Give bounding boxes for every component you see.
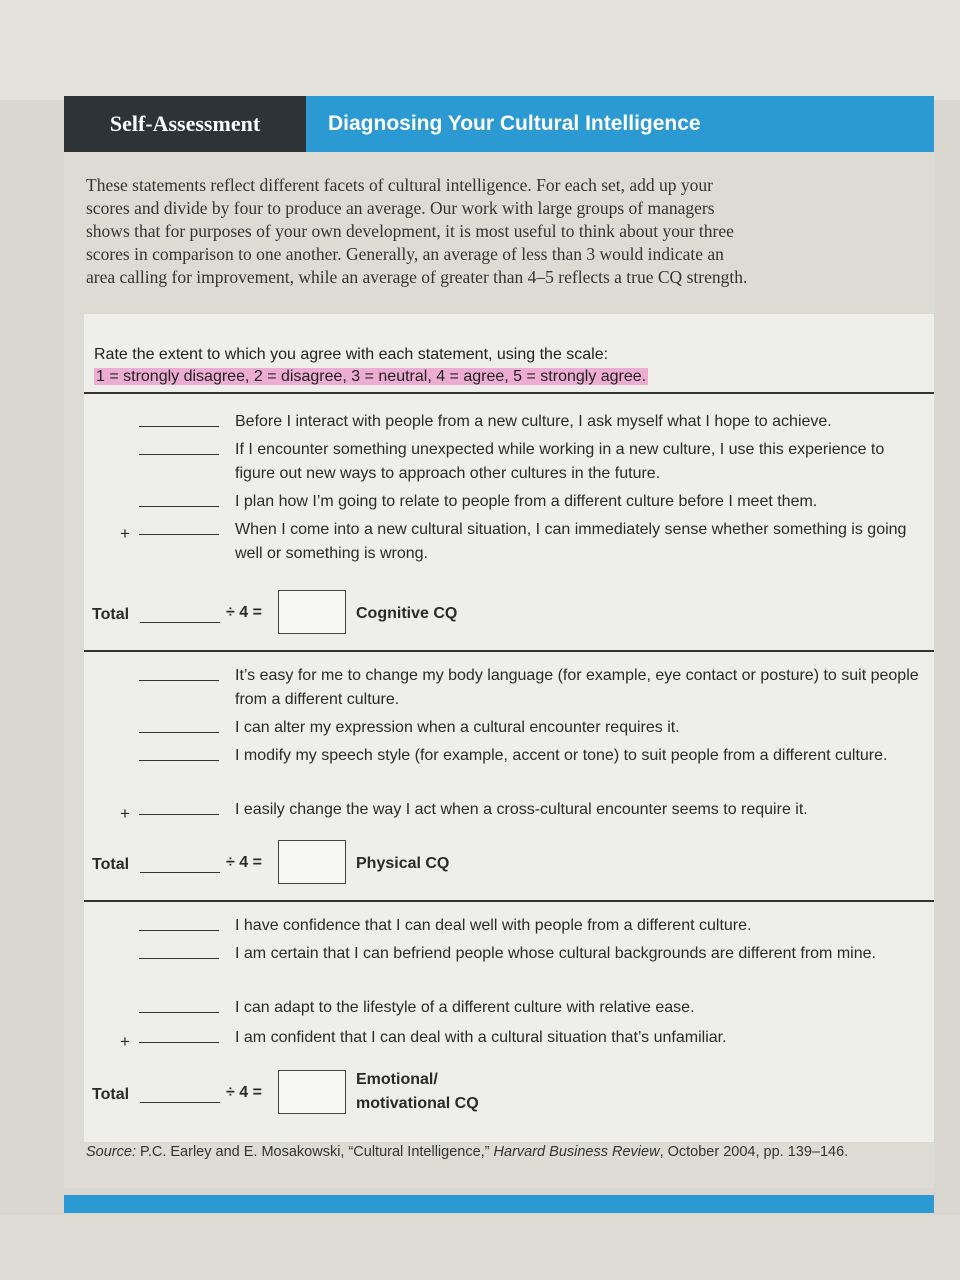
score-blank[interactable] bbox=[139, 930, 219, 931]
page-top bbox=[0, 0, 960, 100]
statement-text: I am certain that I can befriend people whose cultural backgrounds are different from mine. bbox=[235, 945, 876, 962]
statement-text: I plan how I’m going to relate to people from a different culture before I meet them. bbox=[235, 493, 818, 510]
total-blank[interactable] bbox=[140, 872, 220, 873]
statement-text: When I come into a new cultural situation, I can immediately sense whether something is going well or something is wrong. bbox=[235, 521, 907, 562]
statement-text: I can alter my expression when a cultural encounter requires it. bbox=[235, 719, 680, 736]
divide-label: ÷ 4 = bbox=[226, 1084, 262, 1101]
statement-text: I modify my speech style (for example, accent or tone) to suit people from a different culture. bbox=[235, 747, 888, 764]
average-box[interactable] bbox=[278, 1070, 346, 1114]
section-divider bbox=[84, 900, 934, 902]
divide-label: ÷ 4 = bbox=[226, 854, 262, 871]
statement-text: I easily change the way I act when a cross-cultural encounter seems to require it. bbox=[235, 801, 808, 818]
statement-text: Before I interact with people from a new culture, I ask myself what I hope to achieve. bbox=[235, 413, 832, 430]
source-journal: Harvard Business Review bbox=[493, 1144, 660, 1160]
cq-label-line: Emotional/ bbox=[356, 1071, 438, 1088]
page-bottom bbox=[0, 1215, 960, 1280]
score-blank[interactable] bbox=[139, 534, 219, 535]
total-row-emotional bbox=[92, 1070, 592, 1120]
cq-label: Cognitive CQ bbox=[356, 605, 458, 622]
header-label: Self-Assessment bbox=[64, 96, 306, 152]
assessment-form bbox=[84, 314, 934, 1142]
plus-sign: + bbox=[120, 524, 130, 543]
footer-bar bbox=[64, 1195, 934, 1213]
cq-label bbox=[356, 1068, 479, 1116]
statement-text: It’s easy for me to change my body language (for example, eye contact or posture) to suit people from a different culture. bbox=[235, 667, 919, 708]
score-blank[interactable] bbox=[139, 1042, 219, 1043]
scale-legend: 1 = strongly disagree, 2 = disagree, 3 = neutral, 4 = agree, 5 = strongly agree. bbox=[96, 368, 647, 385]
section-divider bbox=[84, 650, 934, 652]
divide-label: ÷ 4 = bbox=[226, 604, 262, 621]
statement-text: If I encounter something unexpected while working in a new culture, I use this experience to figure out new ways to approach other cultures in the future. bbox=[235, 441, 885, 482]
score-blank[interactable] bbox=[139, 958, 219, 959]
cq-label-line: motivational CQ bbox=[356, 1095, 479, 1112]
total-label: Total bbox=[92, 606, 130, 623]
statement-text: I can adapt to the lifestyle of a different culture with relative ease. bbox=[235, 999, 695, 1016]
source-label: Source: bbox=[86, 1144, 136, 1160]
self-assessment-panel bbox=[64, 96, 934, 1188]
source-details: , October 2004, pp. 139–146. bbox=[659, 1144, 849, 1160]
intro-paragraph: These statements reflect different facets of cultural intelligence. For each set, add up your scores and divide by four to produce an average. Our work with large groups of managers shows that for purposes of your own development, it is most useful to think about your three scores in comparison to one another. Generally, an average of less than 3 would indicate an area calling for improvement, while an average of greater than 4–5 reflects a true CQ strength. bbox=[86, 175, 748, 287]
total-label: Total bbox=[92, 856, 130, 873]
score-blank[interactable] bbox=[139, 732, 219, 733]
average-box[interactable] bbox=[278, 840, 346, 884]
average-box[interactable] bbox=[278, 590, 346, 634]
total-row-physical bbox=[92, 840, 592, 890]
score-blank[interactable] bbox=[139, 814, 219, 815]
rating-instructions bbox=[94, 344, 648, 388]
score-blank[interactable] bbox=[139, 680, 219, 681]
statement-text: I am confident that I can deal with a cultural situation that’s unfamiliar. bbox=[235, 1029, 727, 1046]
score-blank[interactable] bbox=[139, 760, 219, 761]
panel-header bbox=[64, 96, 934, 152]
header-title: Diagnosing Your Cultural Intelligence bbox=[306, 96, 934, 152]
total-blank[interactable] bbox=[140, 1102, 220, 1103]
source-authors: P.C. Earley and E. Mosakowski, “Cultural Intelligence,” bbox=[140, 1144, 490, 1160]
score-blank[interactable] bbox=[139, 426, 219, 427]
statement-text: I have confidence that I can deal well with people from a different culture. bbox=[235, 917, 752, 934]
total-label: Total bbox=[92, 1086, 130, 1103]
plus-sign: + bbox=[120, 804, 130, 823]
instructions-line: Rate the extent to which you agree with each statement, using the scale: bbox=[94, 346, 609, 363]
section-divider bbox=[84, 392, 934, 394]
score-blank[interactable] bbox=[139, 1012, 219, 1013]
source-citation bbox=[86, 1144, 926, 1160]
cq-label: Physical CQ bbox=[356, 855, 450, 872]
score-blank[interactable] bbox=[139, 506, 219, 507]
score-blank[interactable] bbox=[139, 454, 219, 455]
total-row-cognitive bbox=[92, 590, 592, 640]
plus-sign: + bbox=[120, 1032, 130, 1051]
total-blank[interactable] bbox=[140, 622, 220, 623]
